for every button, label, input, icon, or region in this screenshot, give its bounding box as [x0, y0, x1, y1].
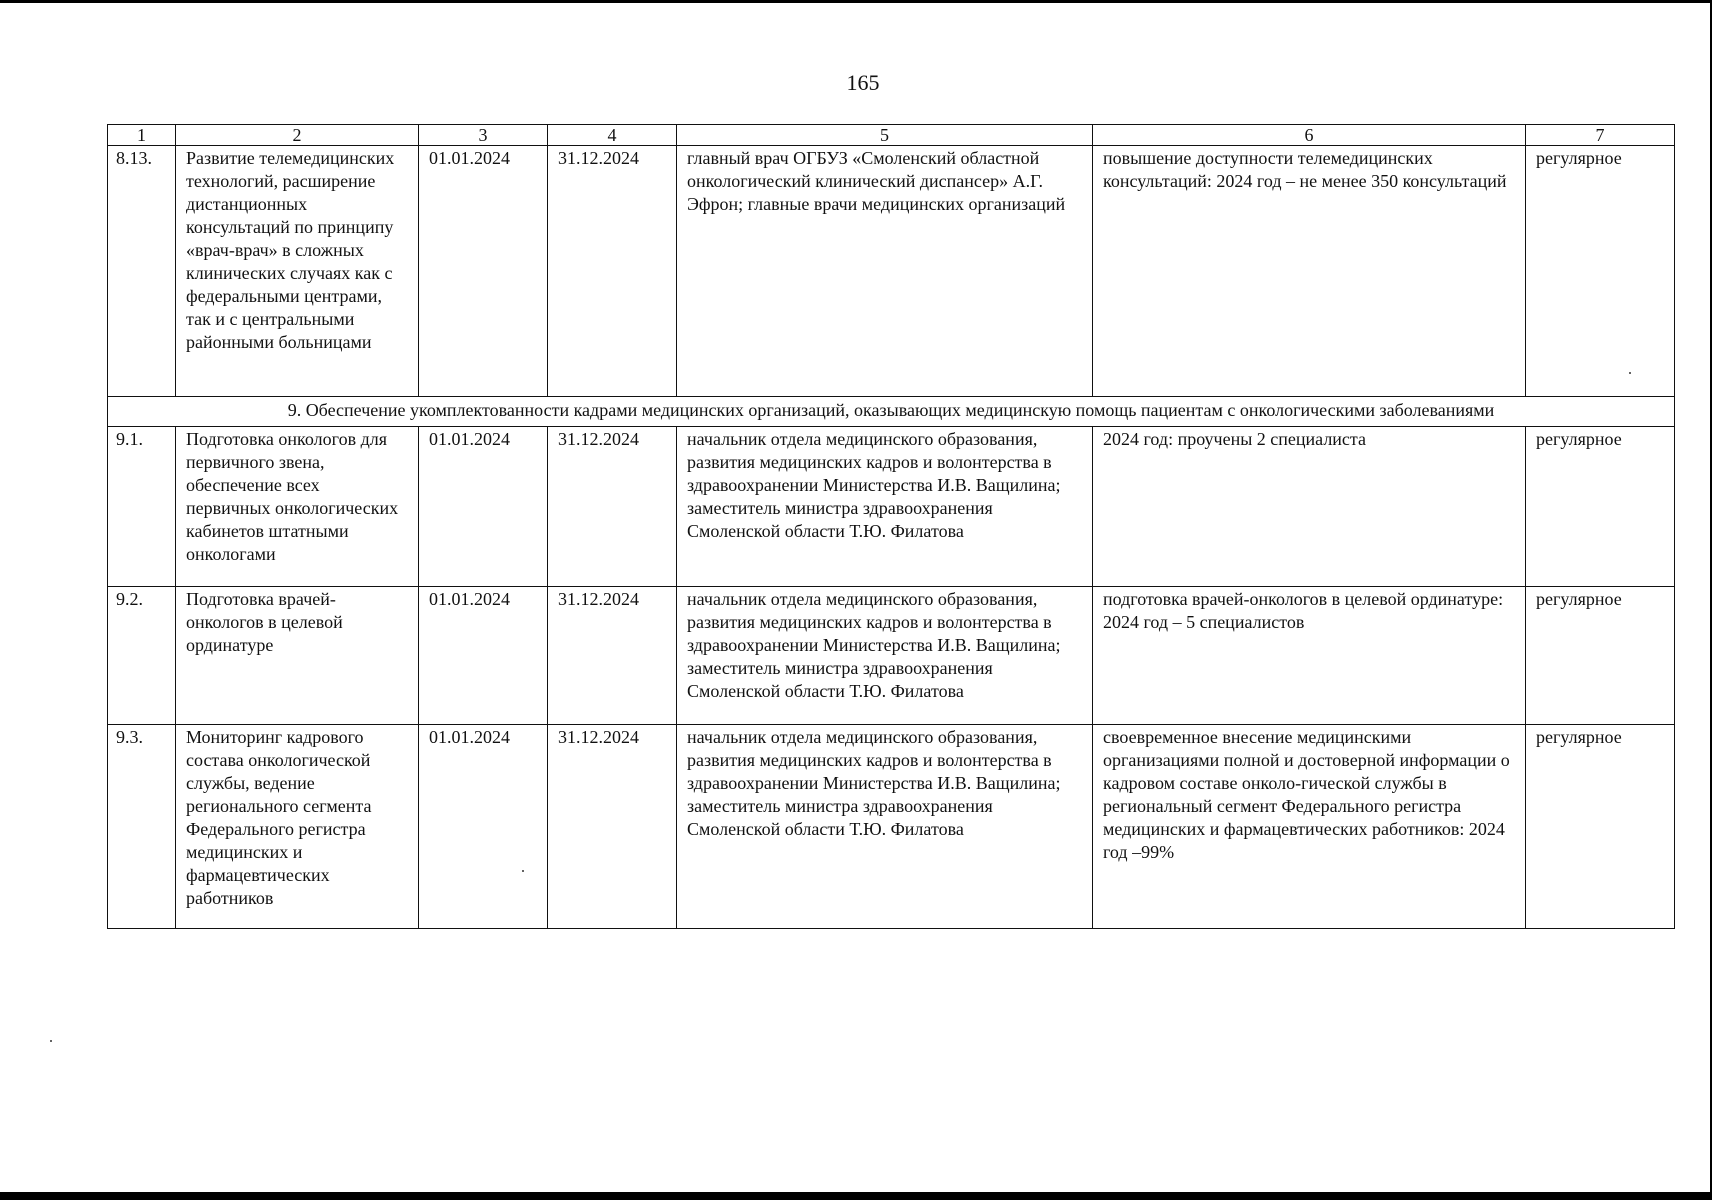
action-plan-table: [107, 124, 1675, 929]
end-date-cell: 31.12.2024: [548, 587, 677, 725]
end-date-cell: 31.12.2024: [548, 146, 677, 397]
result-cell: подготовка врачей-онкологов в целевой ординатуре: 2024 год – 5 специалистов: [1093, 587, 1526, 725]
page-number: 165: [846, 70, 880, 95]
column-number: 4: [548, 125, 677, 146]
responsible-cell: начальник отдела медицинского образования, развития медицинских кадров и волонтерства в здравоохранении Министерства И.В. Ващилина; заместитель министра здравоохранения Смоленской области Т.Ю. Филатова: [677, 725, 1093, 929]
end-date-cell: 31.12.2024: [548, 725, 677, 929]
column-number: 6: [1093, 125, 1526, 146]
responsible-cell: начальник отдела медицинского образования, развития медицинских кадров и волонтерства в здравоохранении Министерства И.В. Ващилина; заместитель министра здравоохранения Смоленской области Т.Ю. Филатова: [677, 587, 1093, 725]
start-date-cell: 01.01.2024: [419, 725, 548, 929]
event-cell: Подготовка онкологов для первичного звена, обеспечение всех первичных онкологических кабинетов штатными онкологами: [176, 427, 419, 587]
start-date-cell: 01.01.2024: [419, 146, 548, 397]
row-number: 9.3.: [108, 725, 176, 929]
scan-speck: [1629, 372, 1631, 374]
frequency-cell: регулярное: [1526, 427, 1675, 587]
result-cell: 2024 год: проучены 2 специалиста: [1093, 427, 1526, 587]
section-title: 9. Обеспечение укомплектованности кадрами медицинских организаций, оказывающих медицинскую помощь пациентам с онкологическими заболеваниями: [108, 397, 1675, 427]
end-date-cell: 31.12.2024: [548, 427, 677, 587]
column-number-row: [108, 125, 1675, 146]
result-cell: повышение доступности телемедицинских консультаций: 2024 год – не менее 350 консультаций: [1093, 146, 1526, 397]
start-date-cell: 01.01.2024: [419, 427, 548, 587]
start-date-cell: 01.01.2024: [419, 587, 548, 725]
column-number: 3: [419, 125, 548, 146]
responsible-cell: главный врач ОГБУЗ «Смоленский областной онкологический клинический диспансер» А.Г. Эфрон; главные врачи медицинских организаций: [677, 146, 1093, 397]
table-row: [108, 725, 1675, 929]
event-cell: Мониторинг кадрового состава онкологической службы, ведение регионального сегмента Федерального регистра медицинских и фармацевтических работников: [176, 725, 419, 929]
table-row: [108, 146, 1675, 397]
table-row: [108, 587, 1675, 725]
event-cell: Подготовка врачей-онкологов в целевой ординатуре: [176, 587, 419, 725]
page-border-bottom: [0, 1192, 1712, 1200]
column-number: 2: [176, 125, 419, 146]
section-header-row: [108, 397, 1675, 427]
event-cell: Развитие телемедицинских технологий, расширение дистанционных консультаций по принципу «врач-врач» в сложных клинических случаях как с федеральными центрами, так и с центральными районными больницами: [176, 146, 419, 397]
column-number: 7: [1526, 125, 1675, 146]
responsible-cell: начальник отдела медицинского образования, развития медицинских кадров и волонтерства в здравоохранении Министерства И.В. Ващилина; заместитель министра здравоохранения Смоленской области Т.Ю. Филатова: [677, 427, 1093, 587]
scan-speck: [522, 870, 524, 872]
row-number: 9.2.: [108, 587, 176, 725]
column-number: 5: [677, 125, 1093, 146]
table-row: [108, 427, 1675, 587]
frequency-cell: регулярное: [1526, 725, 1675, 929]
column-number: 1: [108, 125, 176, 146]
page-border-top: [0, 0, 1712, 3]
row-number: 9.1.: [108, 427, 176, 587]
frequency-cell: регулярное: [1526, 587, 1675, 725]
frequency-cell: регулярное: [1526, 146, 1675, 397]
row-number: 8.13.: [108, 146, 176, 397]
scan-speck: [50, 1040, 52, 1042]
result-cell: своевременное внесение медицинскими организациями полной и достоверной информации о кадровом составе онколо-гической службы в региональный сегмент Федерального регистра медицинских и фармацевтических работников: 2024 год –99%: [1093, 725, 1526, 929]
